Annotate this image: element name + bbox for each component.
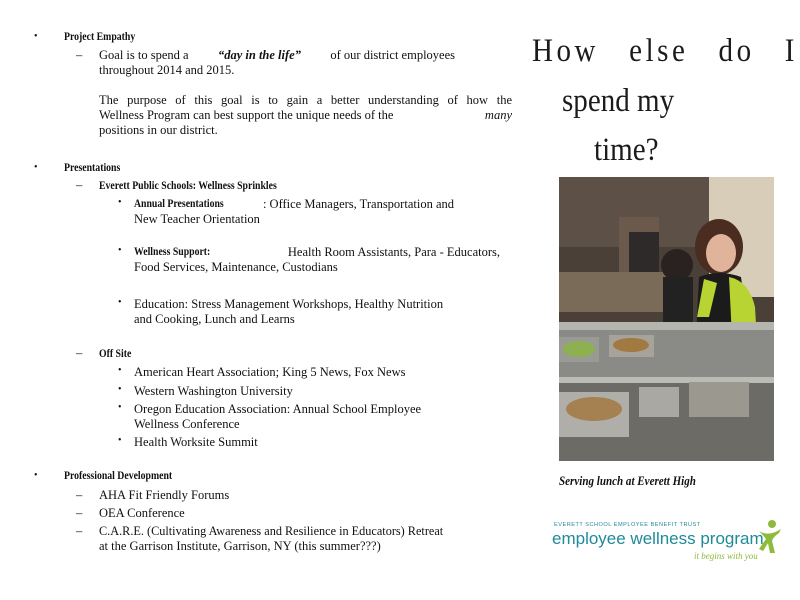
wellness-program-logo xyxy=(550,519,790,569)
bullet-dot: • xyxy=(118,245,122,256)
bullet-dot: • xyxy=(118,297,122,308)
support-text: Health Room Assistants, Para - Educators, xyxy=(287,245,500,259)
annual-line-2: New Teacher Orientation xyxy=(134,212,260,226)
education-line-1: Education: Stress Management Workshops, Healthy Nutrition xyxy=(134,297,444,311)
goal-text-pre: Goal is to spend a xyxy=(99,48,189,62)
title-line-2: spend my xyxy=(562,83,675,119)
title-line-1 xyxy=(532,32,798,70)
goal-italic-phrase: “day in the life” xyxy=(217,48,301,62)
professional-development-heading: Professional Development xyxy=(64,470,173,482)
dash-marker: – xyxy=(76,48,83,62)
photo-caption: Serving lunch at Everett High xyxy=(559,473,696,488)
pd-item: OEA Conference xyxy=(99,506,185,520)
offsite-item: American Heart Association; King 5 News, Fox News xyxy=(134,365,406,379)
offsite-item: Western Washington University xyxy=(134,384,293,398)
goal-line-1 xyxy=(99,48,455,63)
bullet-dot: • xyxy=(118,435,122,446)
support-line-1 xyxy=(134,245,500,260)
presentations-heading: Presentations xyxy=(64,162,121,174)
pd-item: AHA Fit Friendly Forums xyxy=(99,488,230,502)
cafeteria-scene xyxy=(559,177,774,461)
bullet-dot: • xyxy=(118,197,122,208)
title-text: How else do I xyxy=(532,33,798,69)
purpose-line-2 xyxy=(99,108,512,123)
dash-marker: – xyxy=(76,506,83,520)
pd-item-continued: at the Garrison Institute, Garrison, NY (this summer???) xyxy=(99,539,381,553)
offsite-item-continued: Wellness Conference xyxy=(134,417,240,431)
goal-text-post: of our district employees xyxy=(330,48,455,62)
offsite-item: Health Worksite Summit xyxy=(134,435,258,449)
bullet-dot: • xyxy=(118,384,122,395)
logo-top-line: EVERETT SCHOOL EMPLOYEE BENEFIT TRUST xyxy=(554,522,701,528)
education-line-2: and Cooking, Lunch and Learns xyxy=(134,312,295,326)
bullet-dot: • xyxy=(34,470,38,481)
bullet-dot: • xyxy=(118,365,122,376)
figure-icon xyxy=(755,519,785,555)
annual-label: Annual Presentations xyxy=(134,198,224,210)
dash-marker: – xyxy=(76,346,83,360)
goal-line-2: throughout 2014 and 2015. xyxy=(99,63,235,77)
logo-tagline: it begins with you xyxy=(694,551,758,561)
everett-subheading: Everett Public Schools: Wellness Sprinkles xyxy=(99,180,277,192)
bullet-dot: • xyxy=(34,31,38,42)
support-label: Wellness Support: xyxy=(134,246,211,258)
offsite-heading: Off Site xyxy=(99,348,132,360)
bullet-dot: • xyxy=(34,162,38,173)
dash-marker: – xyxy=(76,488,83,502)
support-line-2: Food Services, Maintenance, Custodians xyxy=(134,260,338,274)
purpose-text: Wellness Program can best support the unique needs of the xyxy=(99,108,394,122)
dash-marker: – xyxy=(76,524,83,538)
purpose-italic-word: many xyxy=(484,108,512,122)
dash-marker: – xyxy=(76,178,83,192)
title-line-3: time? xyxy=(594,132,659,168)
pd-item: C.A.R.E. (Cultivating Awareness and Resilience in Educators) Retreat xyxy=(99,524,444,538)
annual-line-1 xyxy=(134,197,454,212)
annual-text: : Office Managers, Transportation and xyxy=(262,197,454,211)
project-empathy-heading: Project Empathy xyxy=(64,31,136,43)
cafeteria-photo xyxy=(559,177,774,461)
purpose-line-3: positions in our district. xyxy=(99,123,218,137)
logo-main-text: employee wellness program xyxy=(552,529,764,548)
offsite-item: Oregon Education Association: Annual School Employee xyxy=(134,402,422,416)
purpose-line-1: The purpose of this goal is to gain a better understanding of how the xyxy=(99,93,512,107)
bullet-dot: • xyxy=(118,402,122,413)
